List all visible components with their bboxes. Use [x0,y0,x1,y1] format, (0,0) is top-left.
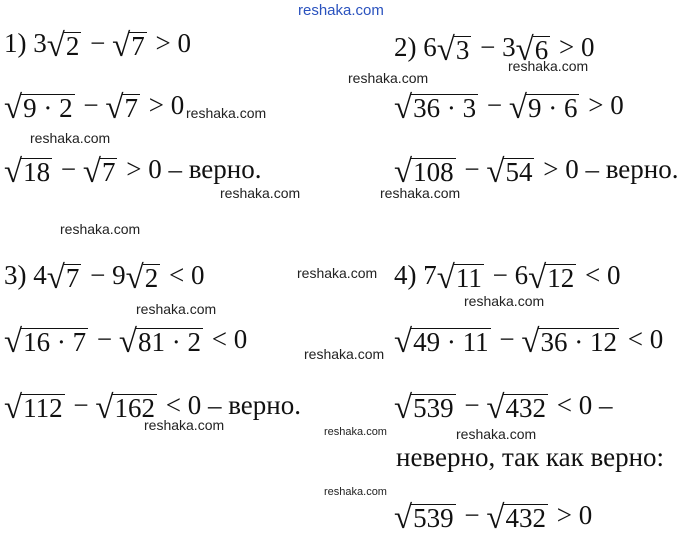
radical: √ 2 [125,260,159,296]
expr-text: < 0 [620,324,664,354]
radical: √ 54 [486,154,533,190]
expr-text: − [54,154,83,184]
expr-text: > 0 – верно. [536,154,679,184]
expr-text: − [76,90,106,120]
radicand: 18 [23,157,51,187]
radicand: 432 [505,393,546,423]
radicand: 108 [413,157,454,187]
expr-text: 4) 7 [394,260,437,290]
radical: √ 539 [394,390,454,426]
problem3-line1 [4,258,205,296]
radicand: 7 [124,93,138,123]
radical: √ 7 [82,154,116,190]
radicand: 12 [547,263,575,293]
watermark: reshaka.com [297,265,378,281]
expr-text: − [83,28,113,58]
radicand: 7 [101,157,116,187]
problem2-line2 [394,88,624,126]
radicand: 16 · 7 [23,327,87,357]
radicand: 112 [23,393,63,423]
expr-text: − 3 [473,32,516,62]
radicand: 162 [114,393,155,423]
radical: √ 7 [46,260,80,296]
watermark: reshaka.com [348,70,429,86]
conclusion-text: неверно, так как верно: [396,442,665,472]
radical: √ 3 [436,32,470,68]
radicand: 54 [505,157,533,187]
radicand: 432 [505,503,546,533]
expr-text: 2) 6 [394,32,437,62]
watermark: reshaka.com [324,486,387,498]
expr-text: > 0 [581,90,624,120]
radical: √ 162 [95,390,155,426]
radical: √ 81 · 2 [118,324,201,360]
expr-text: > 0 [148,28,191,58]
radical: √ 9 · 6 [508,90,578,126]
expr-text: < 0 [204,324,248,354]
radicand: 36 · 12 [540,327,617,357]
problem1-line2 [4,88,185,126]
site-logo: reshaka.com [298,2,384,19]
radical: √ 36 · 12 [521,324,617,360]
watermark: reshaka.com [30,130,111,146]
radical: √ 6 [515,32,549,68]
radicand: 2 [65,31,80,61]
radicand: 11 [455,263,482,293]
radical: √ 18 [4,154,51,190]
radicand: 9 · 2 [23,93,73,123]
watermark: reshaka.com [304,346,385,362]
expr-text: − 9 [83,260,126,290]
radical: √ 16 · 7 [4,324,87,360]
problem4-line3 [394,388,613,426]
radicand: 539 [413,393,454,423]
radicand: 7 [65,263,80,293]
problem4-line5 [394,498,593,536]
watermark: reshaka.com [508,58,589,74]
problem1-line3 [4,152,262,190]
radical: √ 539 [394,500,454,536]
problem2-line3 [394,152,679,190]
expr-text: > 0 – верно. [119,154,262,184]
radicand: 2 [144,263,159,293]
expr-text: > 0 [552,32,595,62]
watermark: reshaka.com [464,293,545,309]
radical: √ 108 [394,154,454,190]
radicand: 9 · 6 [527,93,578,123]
expr-text: 1) 3 [4,28,47,58]
radical: √ 11 [436,260,482,296]
watermark: reshaka.com [220,185,301,201]
expr-text: < 0 [162,260,205,290]
watermark: reshaka.com [380,185,461,201]
expr-text: − 6 [485,260,529,290]
radical: √ 36 · 3 [394,90,477,126]
radical: √ 9 · 2 [4,90,73,126]
radicand: 539 [413,503,454,533]
expr-text: 3) 4 [4,260,47,290]
expr-text: − [457,500,487,530]
watermark: reshaka.com [60,221,141,237]
radical: √ 432 [486,500,546,536]
expr-text: − [457,154,487,184]
problem3-line2 [4,322,248,360]
radical: √ 112 [4,390,63,426]
radical: √ 7 [105,90,138,126]
radical: √ 49 · 11 [394,324,489,360]
watermark: reshaka.com [456,426,537,442]
watermark: reshaka.com [144,417,225,433]
expr-text: < 0 – верно. [158,390,301,420]
radicand: 6 [534,35,549,65]
expr-text: − [480,90,509,120]
radicand: 81 · 2 [137,327,201,357]
radicand: 49 · 11 [413,327,489,357]
expr-text: − [90,324,119,354]
expr-text: < 0 – [549,390,613,420]
expr-text: − [457,390,487,420]
watermark: reshaka.com [136,301,217,317]
expr-text: > 0 [549,500,593,530]
radical: √ 12 [528,260,575,296]
radicand: 36 · 3 [413,93,477,123]
radical: √ 2 [46,28,80,64]
problem4-line1 [394,258,621,296]
radical: √ 7 [112,28,145,64]
watermark: reshaka.com [324,426,387,438]
radicand: 3 [455,35,470,65]
expr-text: − [66,390,96,420]
problem1-line1 [4,26,191,64]
expr-text: − [492,324,522,354]
problem4-line4 [396,440,664,474]
expr-text: < 0 [578,260,621,290]
expr-text: > 0 [141,90,185,120]
radicand: 7 [131,31,145,61]
radical: √ 432 [486,390,546,426]
problem4-line2 [394,322,664,360]
watermark: reshaka.com [186,105,267,121]
